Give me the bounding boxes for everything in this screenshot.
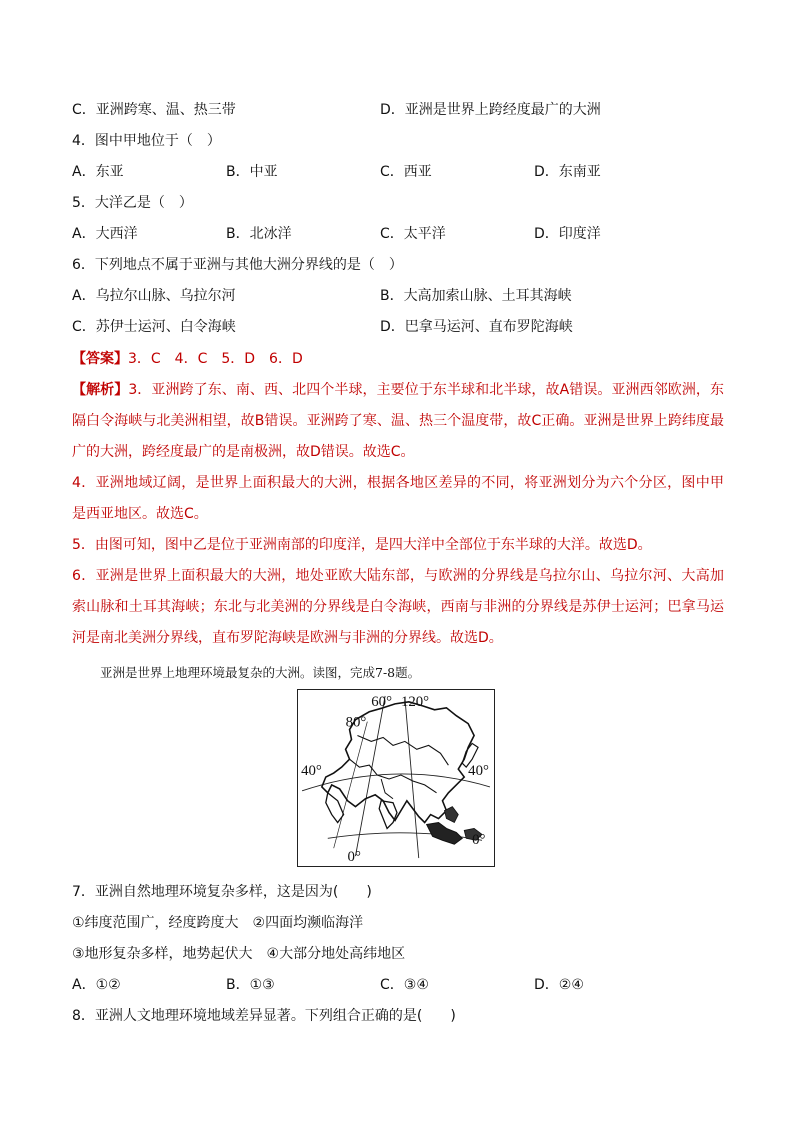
label-lon0-bottom: 0°	[347, 849, 361, 866]
q4-option-b: B．中亚	[226, 164, 278, 180]
region-border-north	[357, 735, 448, 765]
q7-option-c: C．③④	[380, 977, 429, 993]
q6-option-b: B．大高加索山脉、土耳其海峡	[380, 288, 572, 304]
q8-stem: 8．亚洲人文地理环境地域差异显著。下列组合正确的是( )	[72, 1008, 456, 1024]
asia-map	[298, 690, 494, 866]
q7-stem: 7．亚洲自然地理环境复杂多样，这是因为( )	[72, 884, 372, 900]
answer-text: 3．C 4．C 5．D 6．D	[128, 351, 303, 367]
southeast-asia-islands	[427, 822, 463, 844]
q5-option-a: A．大西洋	[72, 226, 138, 242]
analysis-p3-text: 3．亚洲跨了东、南、西、北四个半球，主要位于东半球和北半球，故A错误。亚洲西邻欧洲，东隔白令海峡与北美洲相望，故B错误。亚洲跨了寒、温、热三个温度带，故C正确。亚洲是世界上跨纬度最广的大洲，跨经度最广的是南极洲，故D错误。故选C。	[72, 382, 725, 460]
analysis-tag: 【解析】	[72, 382, 129, 398]
q5-option-d: D．印度洋	[534, 226, 601, 242]
analysis-p6: 6．亚洲是世界上面积最大的大洲，地处亚欧大陆东部，与欧洲的分界线是乌拉尔山、乌拉尔河、大高加索山脉和土耳其海峡；东北与北美洲的分界线是白令海峡，西南与非洲的分界线是苏伊士运河；巴拿马运河是南北美洲分界线，直布罗陀海峡是欧洲与非洲的分界线。故选D。	[72, 568, 724, 646]
q6-stem: 6．下列地点不属于亚洲与其他大洲分界线的是（ ）	[72, 257, 403, 273]
q5-option-c: C．太平洋	[380, 226, 446, 242]
label-lon80: 80°	[345, 714, 367, 731]
q4-option-d: D．东南亚	[534, 164, 601, 180]
label-lat0-right: 0°	[472, 832, 486, 849]
q5-option-b: B．北冰洋	[226, 226, 292, 242]
region-border-middle	[350, 759, 437, 793]
indian-subcontinent	[379, 801, 397, 829]
q7-option-b: B．①③	[226, 977, 275, 993]
q5-stem: 5．大洋乙是（ ）	[72, 195, 193, 211]
analysis-p5: 5．由图可知，图中乙是位于亚洲南部的印度洋，是四大洋中全部位于东半球的大洋。故选D。	[72, 537, 652, 553]
q7-statements-1: ①纬度范围广，经度跨度大 ②四面均濒临海洋	[72, 915, 364, 931]
analysis-p3	[72, 375, 724, 468]
q3-option-c: C．亚洲跨寒、温、热三带	[72, 102, 236, 118]
label-lon120: 120°	[400, 693, 430, 710]
answer-tag: 【答案】	[72, 351, 128, 367]
q4-option-a: A．东亚	[72, 164, 124, 180]
region-border-south-asia	[381, 779, 393, 799]
label-lat40-right: 40°	[468, 763, 489, 780]
q7-option-a: A．①②	[72, 977, 121, 993]
label-lat40-left: 40°	[301, 763, 322, 780]
q7-option-d: D．②④	[534, 977, 584, 993]
q6-option-c: C．苏伊士运河、白令海峡	[72, 319, 236, 335]
q3-option-d: D．亚洲是世界上跨经度最广的大洲	[380, 102, 601, 118]
q4-option-c: C．西亚	[380, 164, 432, 180]
questions-7-8-intro: 亚洲是世界上地理环境最复杂的大洲。读图，完成7-8题。	[100, 665, 421, 680]
q6-option-a: A．乌拉尔山脉、乌拉尔河	[72, 288, 236, 304]
label-lon60: 60°	[371, 693, 393, 710]
answer-line	[72, 349, 303, 369]
asia-map-figure	[297, 689, 495, 867]
q4-stem: 4．图中甲地位于（ ）	[72, 133, 221, 149]
analysis-p4: 4．亚洲地域辽阔，是世界上面积最大的大洲，根据各地区差异的不同，将亚洲划分为六个分区，图中甲是西亚地区。故选C。	[72, 475, 724, 522]
q7-statements-2: ③地形复杂多样，地势起伏大 ④大部分地处高纬地区	[72, 946, 406, 962]
q6-option-d: D．巴拿马运河、直布罗陀海峡	[380, 319, 573, 335]
arabian-peninsula	[326, 793, 344, 823]
